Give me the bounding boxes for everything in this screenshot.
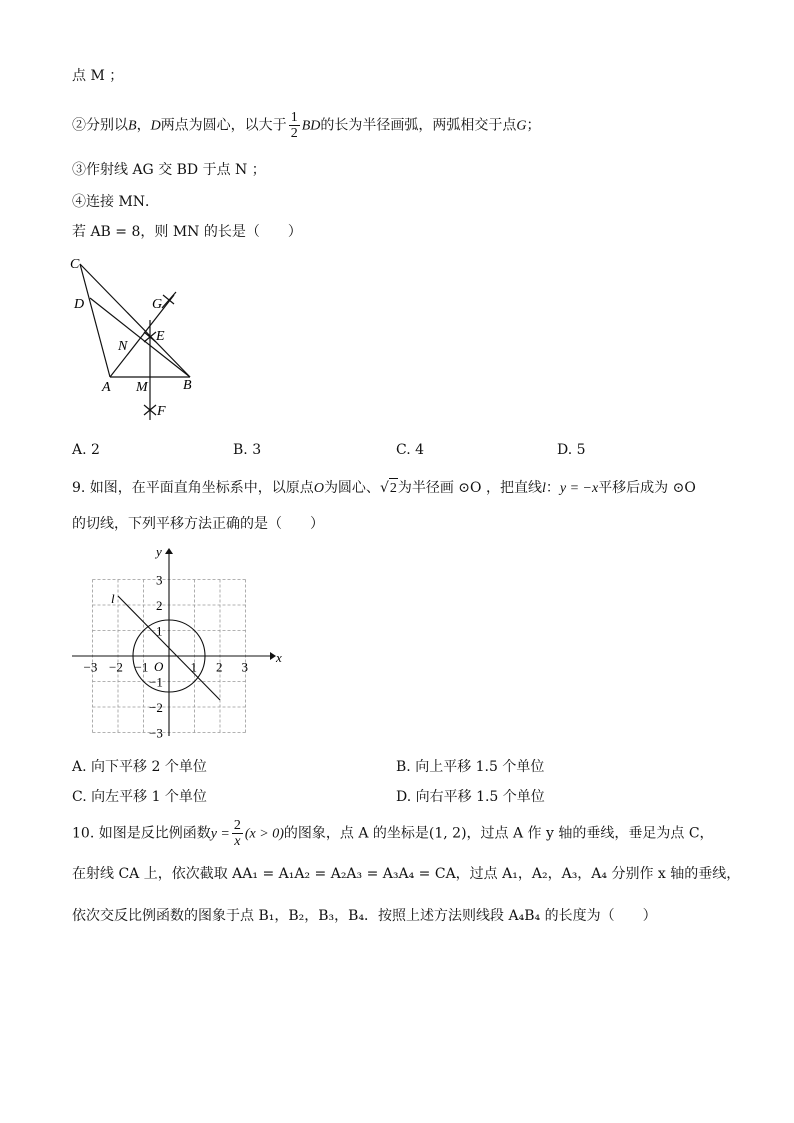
q10-func-y: y = <box>210 826 230 842</box>
q9-y-tick-label: −1 <box>149 674 163 690</box>
q8-label-n: N <box>118 339 128 354</box>
q8-label-e: E <box>156 329 165 344</box>
q9-x-label: x <box>276 650 282 665</box>
q8-step2-frac-den: 2 <box>290 126 298 141</box>
q9-y-tick-label: −2 <box>149 700 163 715</box>
q9-coordinate-figure <box>62 540 282 740</box>
q9-text-c: 为半径画 ⊙O ，把直线 <box>397 480 542 496</box>
q9-text-e: 平移后成为 ⊙O <box>598 480 696 496</box>
q8-continuation-line: 点 M ； <box>72 68 124 84</box>
q9-sqrt: √2 <box>380 480 398 496</box>
q8-option-c[interactable]: C. 4 <box>396 442 425 458</box>
q9-y-axis-arrow <box>165 548 173 554</box>
q9-option-b[interactable]: B. 向上平移 1.5 个单位 <box>396 759 545 775</box>
q9-x-tick-label: −3 <box>83 659 98 675</box>
q8-option-a[interactable]: A. 2 <box>72 442 100 458</box>
q8-label-g: G <box>152 297 163 312</box>
q8-label-f: F <box>157 404 166 419</box>
q9-x-tick-label: −1 <box>134 659 149 675</box>
q9-x-tick-label: 3 <box>241 659 248 675</box>
q10-text-b: 的图象，点 A 的坐标是 <box>283 825 429 842</box>
q8-option-d[interactable]: D. 5 <box>557 442 586 458</box>
q8-step2-text-e: 两点为圆心，以大于 <box>160 117 287 134</box>
q8-step3: ③作射线 AG 交 BD 于点 N ； <box>72 162 266 178</box>
q8-label-m: M <box>136 380 148 395</box>
q8-step2-text-i: ； <box>526 117 541 134</box>
q10-text-c: ，过点 A 作 y 轴的垂线，垂足为点 C， <box>466 825 714 842</box>
q10-stem-line2: 在射线 CA 上，依次截取 AA₁ = A₁A₂ = A₂A₃ = A₃A₄ = CA，过点 A₁，A₂，A₃，A₄ 分别作 x 轴的垂线， <box>72 866 741 882</box>
q8-step2 <box>72 110 540 141</box>
q8-label-c: C <box>70 257 80 272</box>
q10-fraction <box>232 818 243 849</box>
q9-option-c[interactable]: C. 向左平移 1 个单位 <box>72 789 207 805</box>
q8-step2-text-c: ， <box>136 117 151 134</box>
q9-text-d: ： <box>545 480 560 496</box>
q10-condition: (x > 0) <box>244 826 284 842</box>
q9-option-a[interactable]: A. 向下平移 2 个单位 <box>72 759 207 775</box>
q10-frac-num: 2 <box>233 818 241 833</box>
q9-equation: y = −x <box>559 481 599 496</box>
q9-option-d[interactable]: D. 向右平移 1.5 个单位 <box>396 789 545 805</box>
q10-stem-line3: 依次交反比例函数的图象于点 B₁，B₂，B₃，B₄．按照上述方法则线段 A₄B₄ 的长度为（ ） <box>72 908 657 924</box>
q8-label-a: A <box>102 380 111 395</box>
q9-x-tick-label: 1 <box>190 659 197 675</box>
q10-stem-line1 <box>72 818 714 849</box>
q9-y-tick-label: −3 <box>149 725 163 740</box>
q9-y-tick-label: 3 <box>156 572 163 588</box>
q8-question: 若 AB = 8，则 MN 的长是（ ） <box>72 224 302 240</box>
q8-step2-text-g: 的长为半径画弧，两弧相交于点 <box>320 117 517 134</box>
q10-text-a: 10. 如图是反比例函数 <box>72 825 211 842</box>
q9-stem-line2: 的切线，下列平移方法正确的是（ ） <box>72 516 324 532</box>
q8-step2-frac-num: 1 <box>290 110 298 125</box>
q9-x-tick-label: 2 <box>216 659 223 675</box>
q10-frac-den: x <box>234 834 241 849</box>
q9-origin-o: O <box>313 481 324 496</box>
q8-geometry-figure <box>62 250 212 430</box>
q9-text-a: 9. 如图，在平面直角坐标系中，以原点 <box>72 480 314 496</box>
q9-origin-label: O <box>154 659 164 674</box>
q8-option-b[interactable]: B. 3 <box>233 442 262 458</box>
q8-step2-point-b: B <box>128 118 137 134</box>
q9-sqrt-radicand: 2 <box>389 478 398 499</box>
q8-label-b: B <box>183 378 192 393</box>
q8-step2-point-g: G <box>516 118 527 134</box>
q8-step2-text-a: ②分别以 <box>72 117 128 134</box>
q10-coord: (1, 2) <box>428 825 467 842</box>
q8-step2-point-d: D <box>150 118 161 134</box>
q8-step2-segment-bd: BD <box>301 118 321 134</box>
q9-y-tick-label: 2 <box>156 598 163 613</box>
q9-line-l: l <box>541 481 546 496</box>
q8-step2-fraction <box>289 110 300 141</box>
q8-label-d: D <box>74 297 85 312</box>
q8-step4: ④连接 MN． <box>72 194 160 210</box>
q9-y-label: y <box>156 544 162 559</box>
q9-text-b: 为圆心、 <box>323 480 380 496</box>
q9-stem-line1 <box>72 478 696 499</box>
q9-line-label: l <box>111 591 115 606</box>
q9-x-tick-label: −2 <box>109 659 123 675</box>
q9-y-tick-label: 1 <box>156 623 163 639</box>
